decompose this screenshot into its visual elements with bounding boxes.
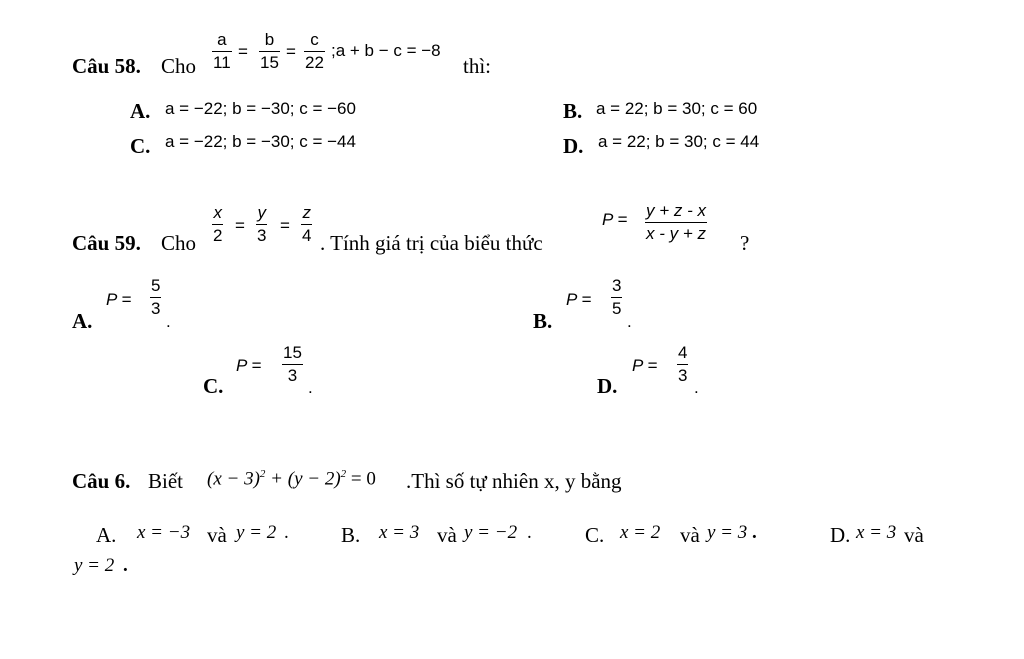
option-b-letter: B. — [341, 523, 361, 547]
option-b-letter: B. — [563, 99, 583, 123]
fraction-denominator: 2 — [213, 226, 223, 245]
fraction-numerator: z — [302, 203, 311, 222]
option-c-va: và — [680, 523, 700, 547]
fraction-bar — [212, 224, 223, 225]
option-b-y: y = −2 — [464, 522, 518, 543]
option-b-fraction — [611, 276, 622, 319]
question-6-text: .Thì số tự nhiên x, y bằng — [406, 469, 622, 493]
question-58-thi: thì: — [463, 54, 492, 78]
question-58-cho: Cho — [161, 54, 197, 78]
option-c-text: a = −22; b = −30; c = −44 — [165, 132, 356, 151]
option-c-letter: C. — [203, 374, 224, 398]
option-c-y: y = 3 — [707, 522, 748, 543]
fraction-numerator: b — [264, 30, 275, 49]
fraction-numerator: 15 — [283, 343, 302, 362]
question-6-biet: Biết — [148, 469, 183, 493]
exponent: 2 — [340, 468, 347, 480]
fraction-numerator: 5 — [151, 276, 161, 295]
fraction-numerator: x — [213, 203, 222, 222]
option-d-p: P = — [632, 356, 658, 375]
option-c-dot: . — [308, 378, 313, 397]
question-59-text: . Tính giá trị của biểu thức — [320, 231, 543, 255]
fraction-y-3 — [256, 203, 267, 246]
fraction-numerator: 3 — [612, 276, 622, 295]
option-d-letter: D. — [830, 523, 851, 547]
option-b-dot: . — [527, 522, 532, 543]
option-a-p: P = — [106, 290, 132, 309]
option-b-va: và — [437, 523, 457, 547]
option-d-fraction — [677, 343, 688, 386]
option-a-text: a = −22; b = −30; c = −60 — [165, 99, 356, 118]
option-c-letter: C. — [585, 523, 605, 547]
option-a-dot: . — [284, 522, 289, 543]
expression-p-label: P = — [602, 210, 628, 229]
fraction-denominator: 5 — [612, 299, 622, 318]
fraction-c-22 — [304, 30, 325, 73]
option-a-letter: A. — [72, 309, 93, 333]
option-b-x: x = 3 — [379, 522, 420, 543]
option-a-x: x = −3 — [137, 522, 191, 543]
fraction-denominator: 11 — [213, 53, 231, 72]
option-c-fraction — [282, 343, 303, 386]
fraction-denominator: 4 — [302, 226, 312, 245]
fraction-a-11 — [212, 30, 232, 73]
fraction-denominator: 3 — [287, 366, 298, 385]
question-59-label: Câu 59. — [72, 231, 141, 255]
option-a-y: y = 2 — [236, 522, 277, 543]
option-c-x: x = 2 — [620, 522, 661, 543]
question-mark: ? — [740, 231, 750, 255]
equals-sign: = — [280, 216, 290, 235]
fraction-denominator: x - y + z — [646, 224, 706, 243]
fraction-denominator: 3 — [678, 366, 688, 385]
option-d-letter: D. — [563, 134, 584, 158]
fraction-numerator: 4 — [678, 343, 688, 362]
fraction-b-15 — [259, 30, 280, 73]
fraction-bar — [611, 297, 622, 298]
fraction-denominator: 3 — [151, 299, 161, 318]
option-c-letter: C. — [130, 134, 151, 158]
option-b-letter: B. — [533, 309, 553, 333]
option-d-dot: . — [694, 378, 699, 397]
equals-sign: = — [286, 42, 296, 61]
option-b-dot: . — [627, 312, 632, 331]
question-58-condition: ;a + b − c = −8 — [331, 41, 441, 60]
fraction-bar — [645, 222, 707, 223]
fraction-bar — [212, 51, 232, 52]
option-a-letter: A. — [96, 523, 117, 547]
equals-sign: = — [235, 216, 245, 235]
option-d-text: a = 22; b = 30; c = 44 — [598, 132, 760, 151]
fraction-z-4 — [301, 203, 312, 246]
exponent: 2 — [259, 468, 266, 480]
fraction-x-2 — [212, 203, 223, 246]
question-59-cho: Cho — [161, 231, 197, 255]
fraction-denominator: 15 — [260, 53, 279, 72]
option-d-letter: D. — [597, 374, 618, 398]
fraction-bar — [150, 297, 161, 298]
question-58-label: Câu 58. — [72, 54, 141, 78]
question-6-equation — [207, 468, 376, 490]
option-b-text: a = 22; b = 30; c = 60 — [596, 99, 758, 118]
fraction-denominator: 3 — [257, 226, 267, 245]
question-6-label: Câu 6. — [72, 469, 131, 493]
option-a-va: và — [207, 523, 227, 547]
fraction-bar — [259, 51, 280, 52]
option-d-x: x = 3 — [856, 522, 897, 543]
option-a-letter: A. — [130, 99, 151, 123]
equation-term-x: (x − 3) — [207, 468, 260, 490]
option-d-va: và — [904, 523, 924, 547]
fraction-bar — [282, 364, 303, 365]
option-a-dot: . — [166, 312, 171, 331]
fraction-bar — [256, 224, 267, 225]
fraction-numerator: c — [310, 30, 319, 49]
fraction-numerator: y — [257, 203, 266, 222]
option-b-p: P = — [566, 290, 592, 309]
equation-end: = 0 — [346, 468, 376, 490]
fraction-bar — [677, 364, 688, 365]
fraction-denominator: 22 — [305, 53, 324, 72]
fraction-bar — [304, 51, 325, 52]
fraction-numerator: a — [217, 30, 227, 49]
option-c-dot: . — [752, 522, 757, 543]
option-c-p: P = — [236, 356, 262, 375]
option-d-dot: . — [123, 555, 128, 576]
option-a-fraction — [150, 276, 161, 319]
option-d-y: y = 2 — [74, 555, 115, 576]
fraction-bar — [301, 224, 312, 225]
fraction-numerator: y + z - x — [646, 201, 706, 220]
equals-sign: = — [238, 42, 248, 61]
expression-p-fraction — [645, 201, 707, 244]
equation-term-y: + (y − 2) — [265, 468, 341, 490]
